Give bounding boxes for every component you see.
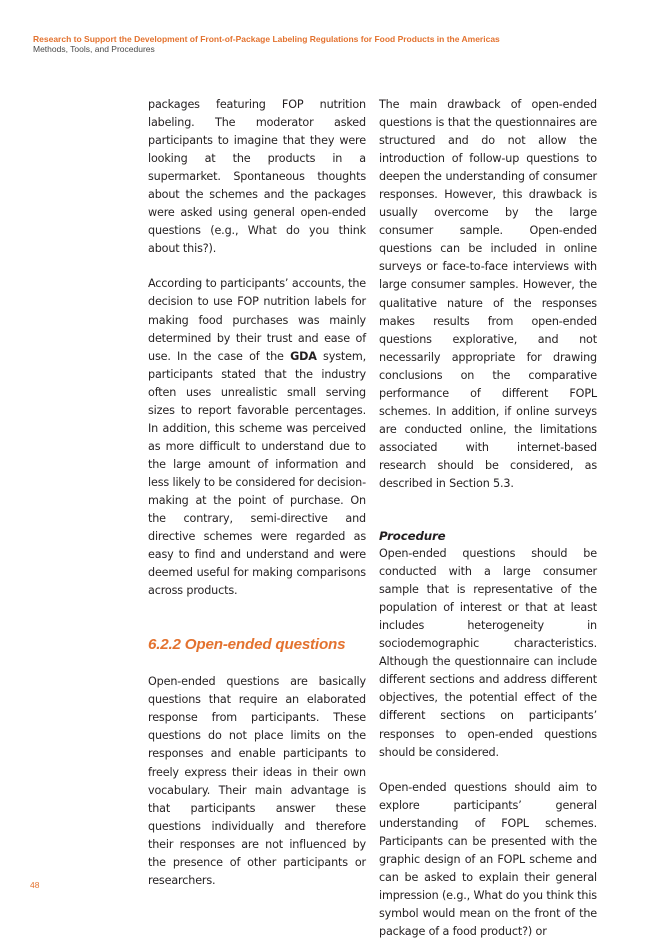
paragraph — [148, 275, 366, 600]
paragraph: Open-ended questions should aim to explore participants’ general understanding of FOPL schemes. Participants can be presented with the graphic design of an FOPL scheme and can be asked to explain their general impression (e.g., What do you think this symbol would mean on the front of the package of a food product?) or — [379, 780, 597, 938]
header-subtitle: Methods, Tools, and Procedures — [33, 44, 155, 54]
left-column — [148, 96, 366, 890]
right-column — [379, 96, 597, 941]
section-heading: 6.2.2 Open-ended questions — [148, 636, 346, 654]
running-header — [33, 34, 633, 55]
paragraph: packages featuring FOP nutrition labeling. The moderator asked participants to imagine that they were looking at the products in a supermarket. Spontaneous thoughts about the schemes and the packages were asked using general open-ended questions (e.g., What do you think about this?). — [148, 98, 366, 256]
page-number: 48 — [30, 880, 40, 890]
paragraph-text: According to participants’ accounts, the decision to use FOP nutrition labels for making food purchases was mainly determined by their trust and ease of use. In the case of the — [148, 277, 366, 363]
paragraph-text: system, participants stated that the industry often uses unrealistic small serving sizes to report favorable percentages. In addition, this scheme was perceived as more difficult to understand due to the large amount of information and less likely to be considered for decision-making at the point of purchase. On the contrary, semi-directive and directive schemes were regarded as easy to find and understand and were deemed useful for making comparisons across products. — [148, 349, 366, 598]
paragraph: Open-ended questions should be conducted with a large consumer sample that is representative of the population of interest or that at least includes heterogeneity in sociodemographic characteristics. Although the questionnaire can include different sections and address different objectives, the potential effect of the different sections on participants’ responses to open-ended questions should be considered. — [379, 547, 597, 759]
paragraph: The main drawback of open-ended questions is that the questionnaires are structured and do not allow the introduction of follow-up questions to deepen the understanding of consumer responses. However, this drawback is usually overcome by the large consumer sample. Open-ended questions can be included in online surveys or face-to-face interviews with large consumer samples. However, the qualitative nature of the responses makes results from open-ended questions explorative, and not necessarily appropriate for drawing conclusions on the comparative performance of different FOPL schemes. In addition, if online surveys are conducted online, the limitations associated with internet-based research should be considered, as described in Section 5.3. — [379, 98, 597, 490]
gda-term: GDA — [290, 349, 317, 363]
header-title: Research to Support the Development of Front-of-Package Labeling Regulations for Food Products in the Americas — [33, 34, 500, 44]
paragraph: Open-ended questions are basically questions that require an elaborated response from participants. These questions do not place limits on the responses and enable participants to freely express their ideas in their own vocabulary. Their main advantage is that participants answer these questions individually and therefore their responses are not influenced by the presence of other participants or researchers. — [148, 675, 366, 887]
procedure-heading: Procedure — [379, 529, 446, 544]
